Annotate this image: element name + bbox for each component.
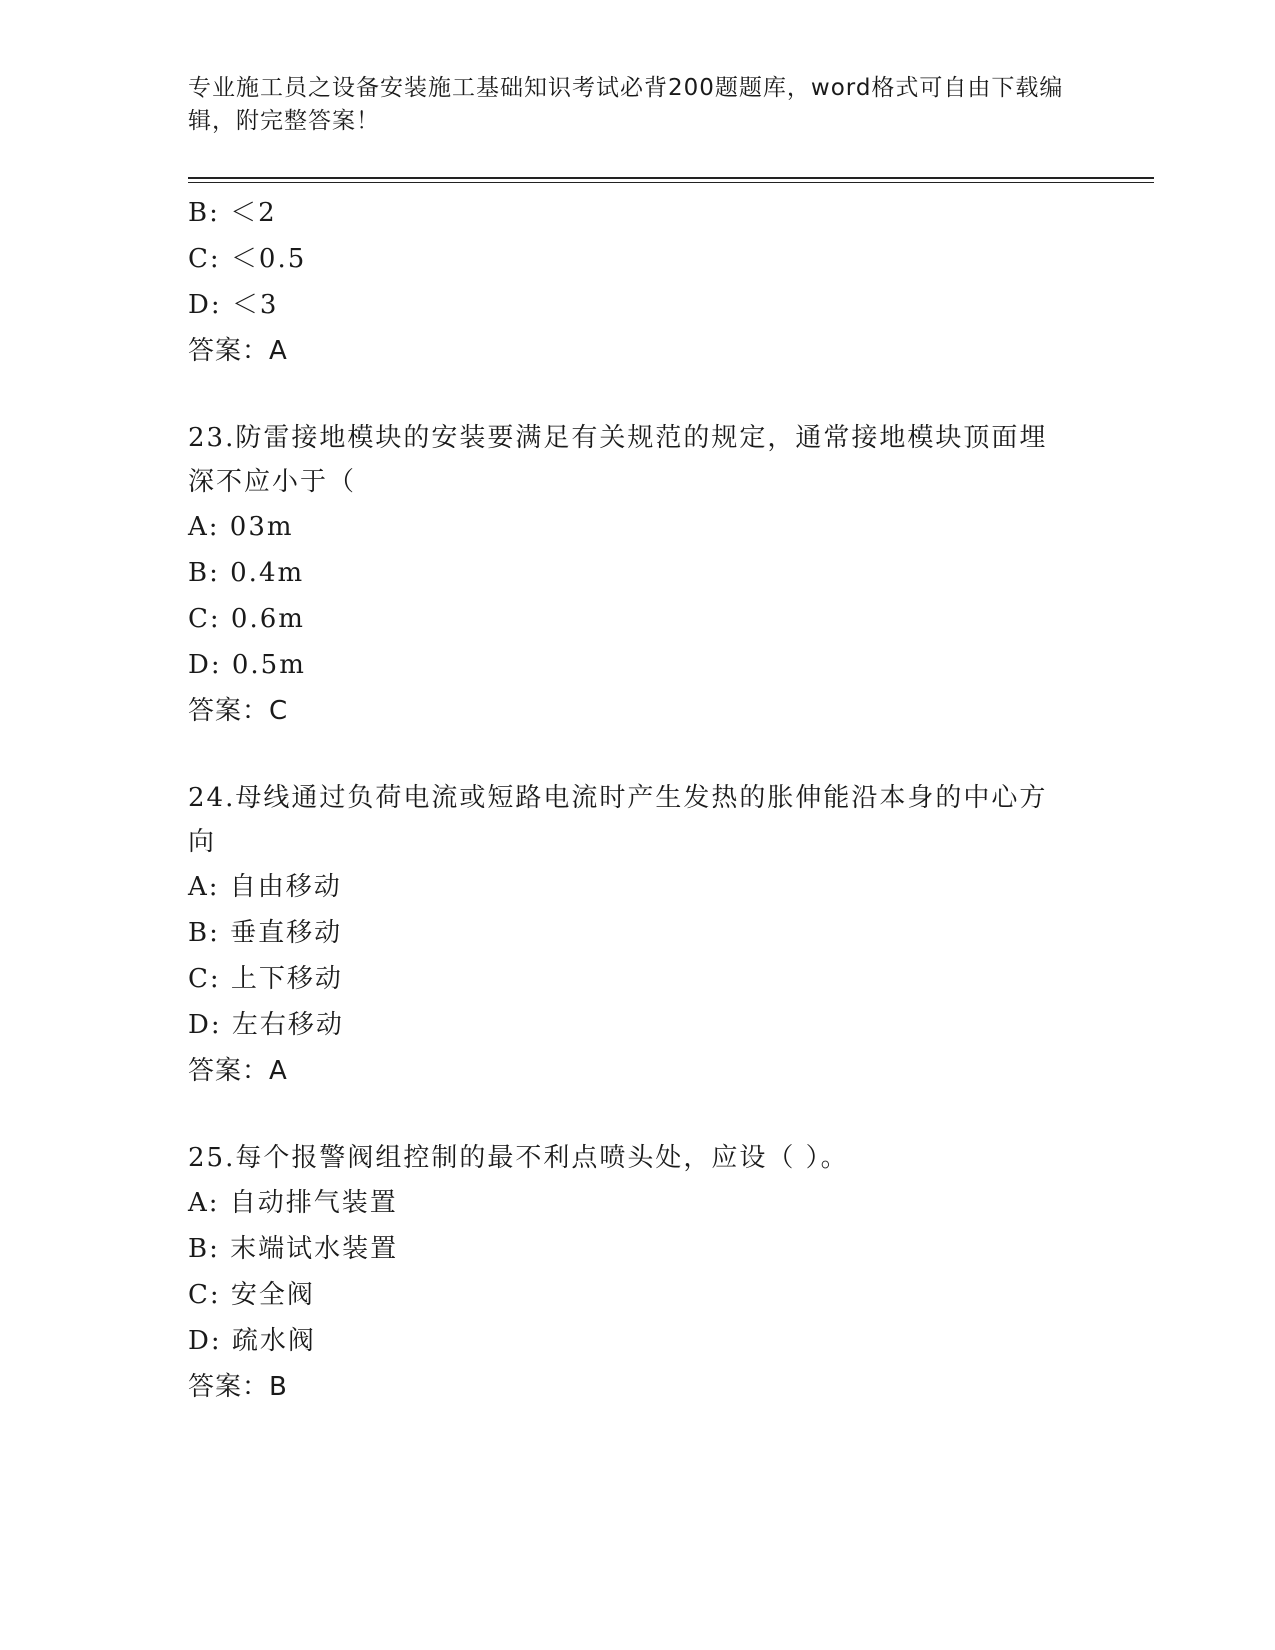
question-25 (188, 1136, 1088, 1410)
header-divider-thick (188, 177, 1154, 179)
answer: 答案：C (188, 696, 289, 726)
option-a: A: 03m (188, 512, 294, 542)
question-23 (188, 416, 1088, 734)
spacer (188, 374, 1088, 416)
question-list (188, 190, 1088, 1410)
option-d: D: 0.5m (188, 650, 306, 680)
option-c: C: ＜0.5 (188, 244, 307, 274)
answer: 答案：A (188, 1056, 288, 1086)
answer: 答案：A (188, 336, 288, 366)
option-d: D: 左右移动 (188, 1010, 344, 1040)
question-24 (188, 776, 1088, 1094)
option-c: C: 上下移动 (188, 964, 343, 994)
option-d: D: 疏水阀 (188, 1326, 316, 1356)
document-header: 专业施工员之设备安装施工基础知识考试必背200题题库，word格式可自由下载编辑，附完整答案！ (188, 75, 1064, 134)
header-divider-thin (188, 182, 1154, 183)
answer: 答案：B (188, 1372, 288, 1402)
option-c: C: 安全阀 (188, 1280, 315, 1310)
option-b: B: 垂直移动 (188, 918, 343, 948)
question-stem: 24.母线通过负荷电流或短路电流时产生发热的胀伸能沿本身的中心方向 (188, 783, 1048, 857)
spacer (188, 734, 1088, 776)
option-a: A: 自由移动 (188, 872, 342, 902)
option-b: B: 末端试水装置 (188, 1234, 399, 1264)
question-stem: 25.每个报警阀组控制的最不利点喷头处，应设（ ）。 (188, 1143, 849, 1173)
option-b: B: ＜2 (188, 198, 277, 228)
question-22 (188, 190, 1088, 374)
question-stem: 23.防雷接地模块的安装要满足有关规范的规定，通常接地模块顶面埋深不应小于（ (188, 423, 1048, 497)
spacer (188, 1094, 1088, 1136)
option-d: D: ＜3 (188, 290, 279, 320)
option-a: A: 自动排气装置 (188, 1188, 398, 1218)
option-b: B: 0.4m (188, 558, 305, 588)
option-c: C: 0.6m (188, 604, 305, 634)
